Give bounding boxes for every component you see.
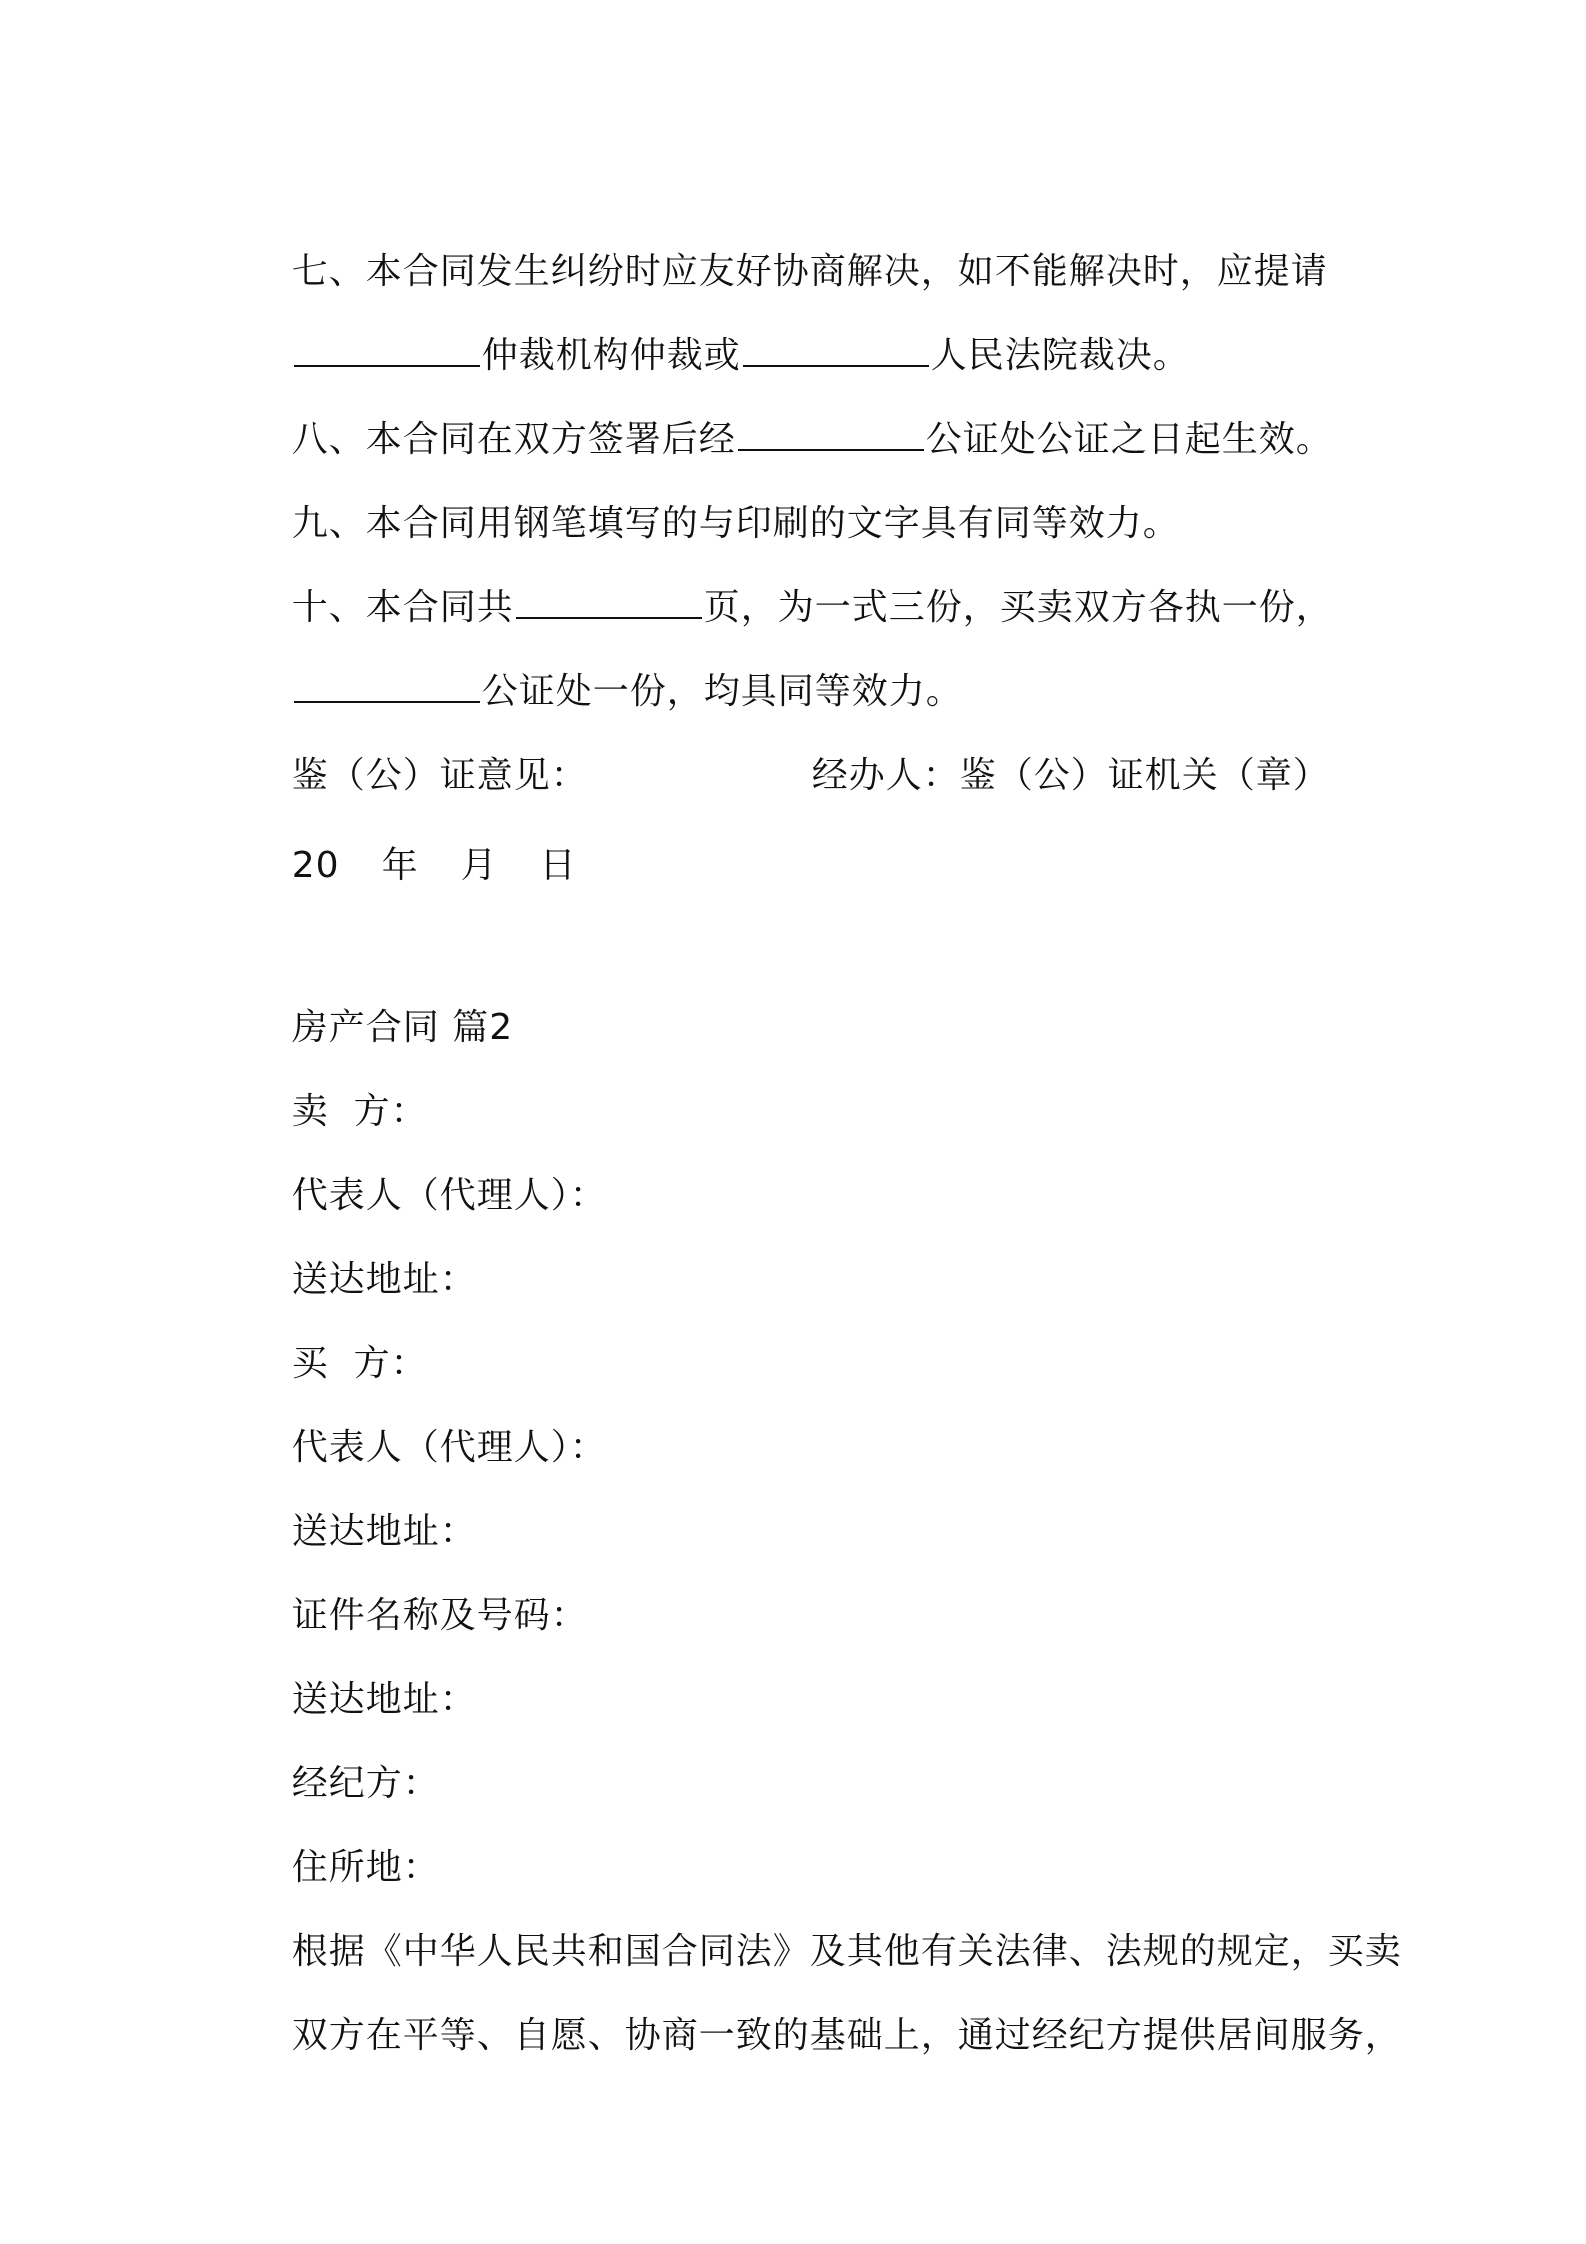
- section-title-text: 房产合同 篇2: [291, 1007, 514, 1048]
- clause-8-text-2: 公证处公证之日起生效。: [925, 419, 1333, 460]
- clause-10-text-2: 页，为一式三份，买卖双方各执一份，: [703, 587, 1333, 628]
- clause-8-text-1: 八、本合同在双方签署后经: [291, 419, 736, 460]
- opinion-label: 鉴（公）证意见：: [291, 755, 588, 796]
- date-day: 日: [539, 845, 577, 886]
- notary-blank: [738, 419, 924, 451]
- field-label: 住所地：: [291, 1847, 440, 1888]
- field-label: 送达地址：: [291, 1259, 477, 1300]
- paragraph-text-1: 根据《中华人民共和国合同法》及其他有关法律、法规的规定，买卖: [291, 1931, 1402, 1972]
- paragraph-line-2: [242, 1970, 1402, 2102]
- date-year: 年: [381, 845, 419, 886]
- date-line: [242, 800, 577, 932]
- field-label: 证件名称及号码：: [291, 1595, 588, 1636]
- clause-7-court-text: 人民法院裁决。: [930, 335, 1190, 376]
- field-label: 送达地址：: [291, 1679, 477, 1720]
- field-label: 代表人（代理人）：: [291, 1427, 607, 1468]
- clause-10-text-1: 十、本合同共: [291, 587, 514, 628]
- field-label: 代表人（代理人）：: [291, 1175, 607, 1216]
- handler-label: 经办人：鉴（公）证机关（章）: [811, 755, 1330, 796]
- field-label: 送达地址：: [291, 1511, 477, 1552]
- paragraph-text-2: 双方在平等、自愿、协商一致的基础上，通过经纪方提供居间服务，: [291, 2015, 1402, 2056]
- date-month: 月: [460, 845, 498, 886]
- court-blank: [743, 335, 929, 367]
- clause-7-arbitration-text: 仲裁机构仲裁或: [481, 335, 741, 376]
- field-label: 经纪方：: [291, 1763, 440, 1804]
- notary-office-blank: [294, 671, 480, 703]
- field-label: 买 方：: [291, 1343, 428, 1384]
- field-label: 卖 方：: [291, 1091, 428, 1132]
- pages-blank: [516, 587, 702, 619]
- date-year-prefix: 20: [291, 845, 340, 886]
- clause-7-text: 七、本合同发生纠纷时应友好协商解决，如不能解决时，应提请: [291, 251, 1328, 292]
- arbitration-blank: [294, 335, 480, 367]
- clause-9-text: 九、本合同用钢笔填写的与印刷的文字具有同等效力。: [291, 503, 1180, 544]
- clause-10-text-3: 公证处一份，均具同等效力。: [481, 671, 963, 712]
